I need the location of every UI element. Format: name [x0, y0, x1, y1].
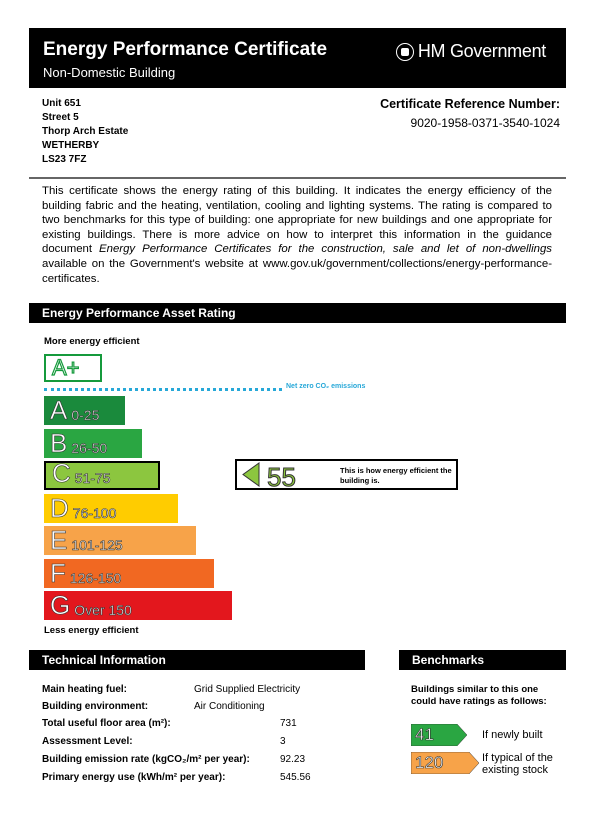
- building-address: [42, 97, 128, 167]
- tech-value: Grid Supplied Electricity: [194, 684, 301, 695]
- benchmark-arrow: [411, 724, 467, 751]
- address-line: WETHERBY: [42, 140, 100, 151]
- band-range: 126-150: [69, 569, 122, 586]
- reference-label: Certificate Reference Number:: [380, 97, 560, 111]
- tech-label: Total useful floor area (m²):: [42, 718, 171, 729]
- tech-label: Assessment Level:: [42, 736, 133, 747]
- band-d: [44, 494, 178, 523]
- band-range: 26-50: [71, 439, 108, 456]
- hm-government-logo: [396, 41, 546, 62]
- band-letter: F: [50, 557, 66, 588]
- band-range: 51-75: [74, 470, 111, 486]
- tech-label: Building emission rate (kgCO₂/m² per year):: [42, 754, 250, 765]
- intro-text: This certificate shows the energy rating of this building. It indicates the energy efficiency of the building fabric and the heating, ventilation, cooling and lighting systems. The rating is compared to two benchmarks for this type of building: one appropriate for new buildings and one appropriate for existing buildings. There is more advice on how to interpret this information in the guidance document: [42, 185, 552, 256]
- band-letter: G: [50, 590, 71, 620]
- band-range: 76-100: [72, 504, 117, 521]
- benchmarks-intro: Buildings similar to this one could have ratings as follows:: [411, 684, 547, 707]
- reference-number: 9020-1958-0371-3540-1024: [410, 116, 560, 130]
- address-line: Unit 651: [42, 98, 81, 109]
- address-line: Street 5: [42, 112, 79, 123]
- band-letter: E: [50, 525, 68, 555]
- royal-crest-icon: [396, 43, 414, 61]
- benchmark-label: If typical of the existing stock: [482, 752, 553, 776]
- intro-paragraph: [42, 184, 552, 286]
- band-f: [44, 559, 214, 588]
- band-letter: C: [52, 458, 71, 488]
- current-rating-pointer: [235, 459, 458, 490]
- address-line: LS23 7FZ: [42, 154, 87, 165]
- address-line: Thorp Arch Estate: [42, 126, 129, 137]
- band-range: 0-25: [71, 407, 100, 423]
- pointer-arrow-icon: [237, 461, 267, 488]
- net-zero-label: Net zero CO₂ emissions: [286, 383, 366, 390]
- net-zero-line: [44, 388, 282, 391]
- current-rating-value: 55: [267, 462, 296, 492]
- certificate-title: Energy Performance Certificate: [43, 39, 328, 60]
- tech-value: Air Conditioning: [194, 701, 265, 712]
- band-letter: D: [50, 492, 69, 523]
- band-c: [44, 458, 160, 490]
- benchmark-value: 41: [415, 725, 434, 744]
- intro-text-end: available on the Government's website at www.gov.uk/government/collections/energy-performance-certificates.: [42, 257, 552, 285]
- benchmarks-section-title: Benchmarks: [399, 650, 566, 670]
- band-g: [44, 591, 232, 620]
- certificate-subtitle: Non-Domestic Building: [43, 65, 176, 80]
- tech-label: Primary energy use (kWh/m² per year):: [42, 772, 226, 783]
- certificate-header: [29, 28, 566, 88]
- technical-section-title: Technical Information: [29, 650, 365, 670]
- band-range: Over 150: [74, 602, 132, 618]
- band-letter: A: [50, 395, 68, 425]
- band-letter: B: [50, 427, 68, 458]
- band-a: [44, 396, 125, 425]
- band-b: [44, 429, 142, 458]
- band-range: 101-125: [71, 537, 123, 553]
- tech-value: 731: [280, 718, 297, 729]
- tech-value: 3: [280, 736, 286, 747]
- current-rating-text: This is how energy efficient the building is.: [340, 466, 452, 485]
- logo-text: HM Government: [417, 41, 546, 61]
- tech-label: Main heating fuel:: [42, 684, 127, 695]
- tech-label: Building environment:: [42, 701, 149, 712]
- guidance-document-title: Energy Performance Certificates for the construction, sale and let of non-dwellings: [99, 243, 552, 256]
- benchmark-value: 120: [415, 753, 444, 772]
- benchmark-arrow: [411, 752, 479, 779]
- tech-value: 545.56: [280, 772, 311, 783]
- benchmark-label: If newly built: [482, 729, 543, 741]
- divider: [29, 177, 566, 179]
- band-e: [44, 526, 196, 555]
- rating-section-title: Energy Performance Asset Rating: [29, 303, 566, 323]
- less-efficient-label: Less energy efficient: [44, 625, 139, 636]
- tech-value: 92.23: [280, 754, 306, 765]
- band-a-plus: A+: [44, 354, 102, 382]
- more-efficient-label: More energy efficient: [44, 336, 140, 347]
